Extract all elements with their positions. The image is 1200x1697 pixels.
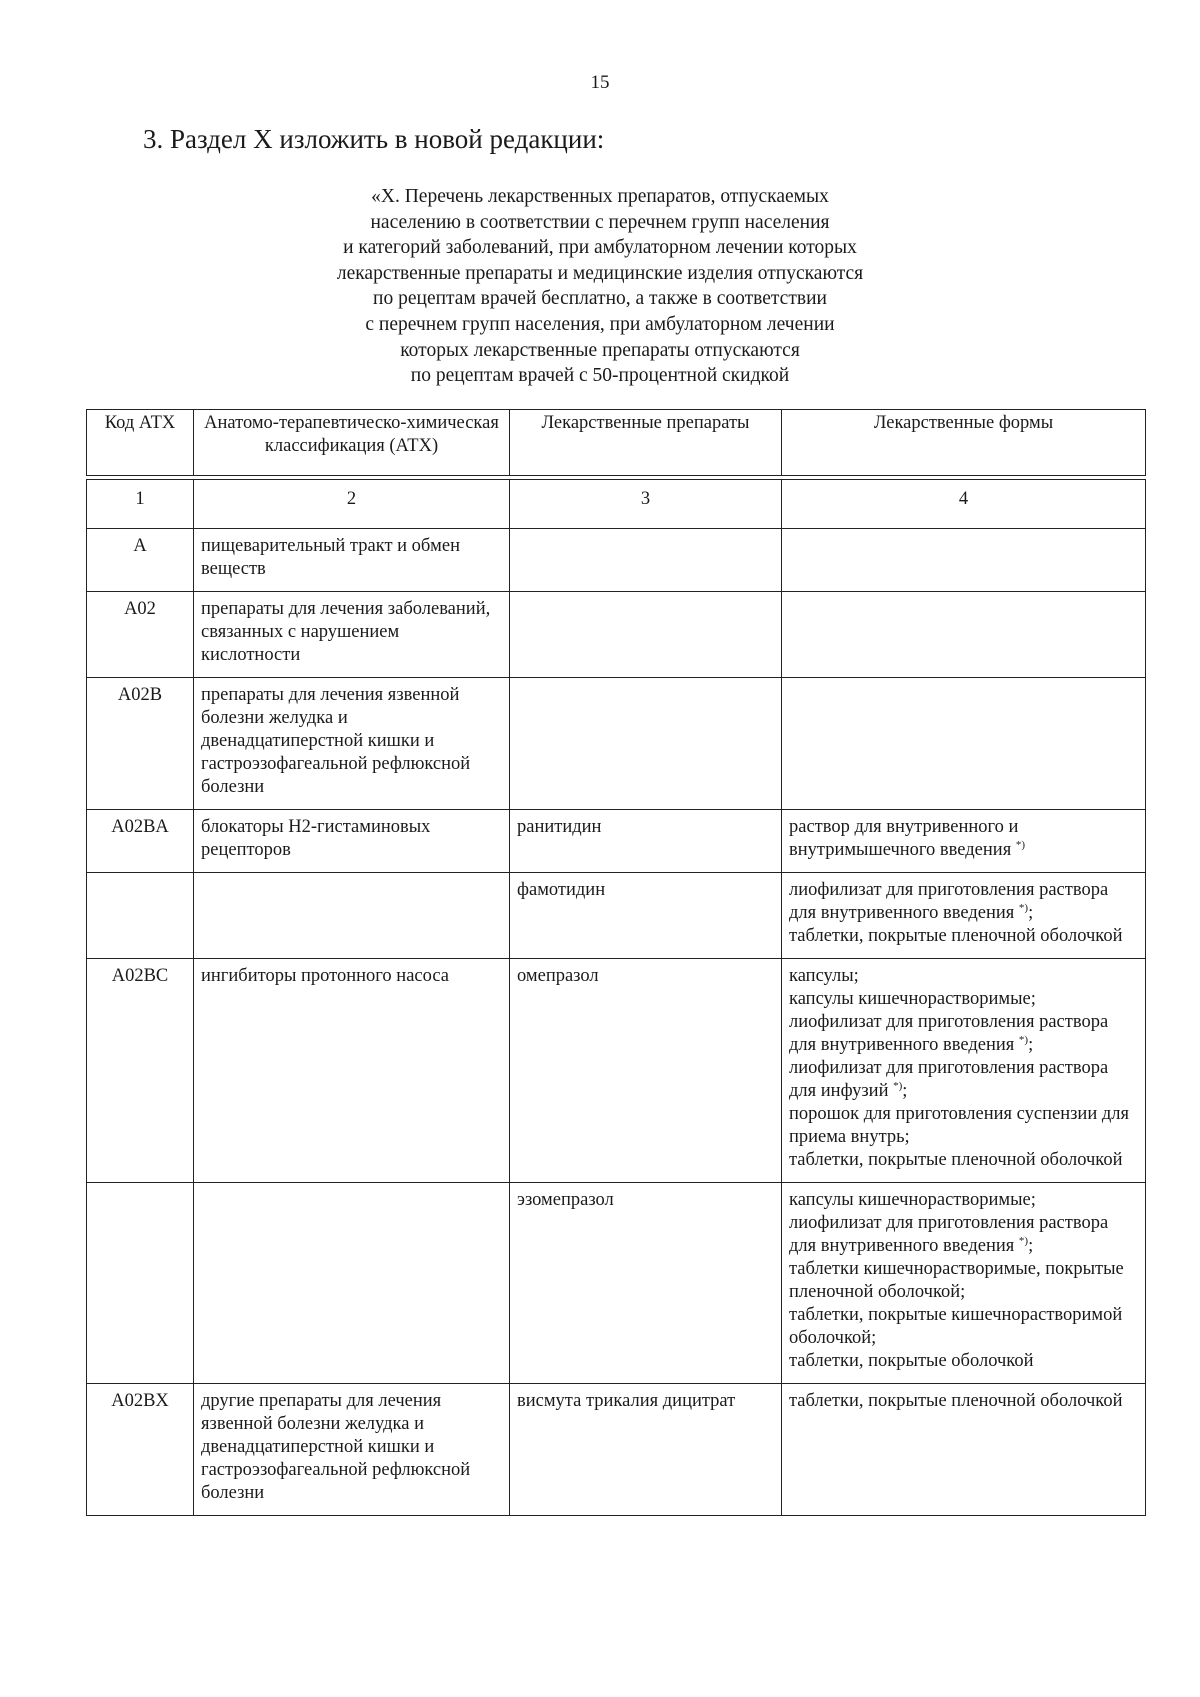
table-row: [87, 1384, 1146, 1516]
column-number-row: [87, 480, 1146, 529]
dosage-form-text: капсулы кишечнорастворимые;: [789, 989, 1036, 1009]
dosage-form-text: таблетки, покрытые пленочной оболочкой: [789, 1391, 1123, 1411]
drug-cell: фамотидин: [510, 873, 782, 959]
classification-cell: блокаторы H2-гистаминовых рецепторов: [194, 810, 510, 873]
dosage-form-text: таблетки, покрытые оболочкой: [789, 1351, 1034, 1371]
page-number: 15: [590, 72, 610, 93]
drug-cell: [510, 678, 782, 810]
dosage-form-item: [789, 1057, 1138, 1103]
title-line: которых лекарственные препараты отпускаются: [400, 339, 800, 361]
dosage-form-item: [789, 1390, 1138, 1413]
dosage-form-text: лиофилизат для приготовления раствора для внутривенного введения: [789, 1213, 1109, 1256]
title-line: по рецептам врачей с 50-процентной скидкой: [410, 365, 790, 387]
atc-code-cell: A02BC: [87, 959, 194, 1183]
dosage-forms-cell: [782, 810, 1146, 873]
dosage-form-item: [789, 1350, 1138, 1373]
atc-code-cell: [87, 873, 194, 959]
classification-cell: [194, 873, 510, 959]
dosage-forms-cell: [782, 1384, 1146, 1516]
dosage-forms-cell: [782, 592, 1146, 678]
table-row: [87, 810, 1146, 873]
footnote-mark: *): [893, 1079, 903, 1092]
dosage-form-punctuation: ;: [1028, 903, 1034, 923]
title-line: лекарственные препараты и медицинские изделия отпускаются: [336, 262, 864, 284]
header-dosage-forms: Лекарственные формы: [782, 410, 1146, 476]
classification-cell: препараты для лечения заболеваний, связанных с нарушением кислотности: [194, 592, 510, 678]
drug-cell: [510, 529, 782, 592]
table-row: [87, 678, 1146, 810]
classification-cell: [194, 1183, 510, 1384]
table-row: [87, 873, 1146, 959]
table-row: [87, 959, 1146, 1183]
dosage-form-text: лиофилизат для приготовления раствора для внутривенного введения: [789, 880, 1109, 923]
atc-code-cell: A02: [87, 592, 194, 678]
atc-code-cell: A02BX: [87, 1384, 194, 1516]
title-line: населению в соответствии с перечнем групп населения: [370, 211, 830, 233]
title-line: с перечнем групп населения, при амбулаторном лечении: [365, 313, 835, 335]
dosage-form-text: раствор для внутривенного и внутримышечного введения: [789, 817, 1019, 860]
dosage-form-item: [789, 879, 1138, 925]
dosage-form-item: [789, 1189, 1138, 1212]
table-row: [87, 529, 1146, 592]
classification-cell: ингибиторы протонного насоса: [194, 959, 510, 1183]
header-atc-classification: Анатомо-терапевтическо-химическая классификация (АТХ): [194, 410, 510, 476]
drug-list-table: [86, 409, 1146, 1516]
dosage-form-item: [789, 1149, 1138, 1172]
dosage-form-item: [789, 816, 1138, 862]
drug-cell: [510, 592, 782, 678]
dosage-forms-cell: [782, 529, 1146, 592]
title-line: «X. Перечень лекарственных препаратов, отпускаемых: [371, 186, 829, 207]
dosage-form-punctuation: ;: [1028, 1035, 1034, 1055]
dosage-forms-cell: [782, 1183, 1146, 1384]
header-drugs: Лекарственные препараты: [510, 410, 782, 476]
dosage-form-item: [789, 1304, 1138, 1350]
footnote-mark: *): [1015, 838, 1025, 851]
header-atc-code: Код АТХ: [87, 410, 194, 476]
dosage-form-item: [789, 1103, 1138, 1149]
footnote-mark: *): [1018, 901, 1029, 914]
dosage-form-text: таблетки, покрытые кишечнорастворимой оболочкой;: [789, 1305, 1123, 1348]
classification-cell: препараты для лечения язвенной болезни желудка и двенадцатиперстной кишки и гастроэзофагеальной рефлюксной болезни: [194, 678, 510, 810]
dosage-form-punctuation: ;: [1028, 1236, 1034, 1256]
dosage-form-text: порошок для приготовления суспензии для приема внутрь;: [789, 1104, 1130, 1147]
document-title: [200, 184, 1000, 389]
dosage-form-text: таблетки, покрытые пленочной оболочкой: [789, 1150, 1123, 1170]
table-row: [87, 592, 1146, 678]
section-heading: 3. Раздел X изложить в новой редакции:: [143, 124, 605, 154]
dosage-form-item: [789, 1212, 1138, 1258]
atc-code-cell: A02BA: [87, 810, 194, 873]
title-line: и категорий заболеваний, при амбулаторном лечении которых: [343, 237, 857, 259]
dosage-form-item: [789, 988, 1138, 1011]
atc-code-cell: A: [87, 529, 194, 592]
drug-cell: висмута трикалия дицитрат: [510, 1384, 782, 1516]
dosage-form-item: [789, 1258, 1138, 1304]
drug-cell: эзомепразол: [510, 1183, 782, 1384]
table-row: [87, 1183, 1146, 1384]
dosage-form-text: капсулы кишечнорастворимые;: [789, 1190, 1036, 1210]
column-number: 2: [194, 480, 510, 529]
dosage-form-punctuation: ;: [902, 1081, 908, 1101]
footnote-mark: *): [1018, 1234, 1029, 1247]
column-number: 1: [87, 480, 194, 529]
dosage-forms-cell: [782, 873, 1146, 959]
title-line: по рецептам врачей бесплатно, а также в соответствии: [373, 288, 827, 310]
classification-cell: пищеварительный тракт и обмен веществ: [194, 529, 510, 592]
column-number: 3: [510, 480, 782, 529]
drug-cell: омепразол: [510, 959, 782, 1183]
dosage-form-text: таблетки кишечнорастворимые, покрытые пленочной оболочкой;: [789, 1259, 1124, 1302]
dosage-form-text: капсулы;: [789, 966, 859, 986]
dosage-forms-cell: [782, 678, 1146, 810]
column-number: 4: [782, 480, 1146, 529]
atc-code-cell: A02B: [87, 678, 194, 810]
classification-cell: другие препараты для лечения язвенной болезни желудка и двенадцатиперстной кишки и гастроэзофагеальной рефлюксной болезни: [194, 1384, 510, 1516]
footnote-mark: *): [1018, 1033, 1029, 1046]
table-header-row: [87, 410, 1146, 476]
dosage-form-text: лиофилизат для приготовления раствора для инфузий: [789, 1058, 1109, 1101]
atc-code-cell: [87, 1183, 194, 1384]
dosage-form-item: [789, 1011, 1138, 1057]
dosage-form-item: [789, 965, 1138, 988]
dosage-forms-cell: [782, 959, 1146, 1183]
dosage-form-item: [789, 925, 1138, 948]
dosage-form-text: лиофилизат для приготовления раствора для внутривенного введения: [789, 1012, 1109, 1055]
dosage-form-text: таблетки, покрытые пленочной оболочкой: [789, 926, 1123, 946]
drug-cell: ранитидин: [510, 810, 782, 873]
